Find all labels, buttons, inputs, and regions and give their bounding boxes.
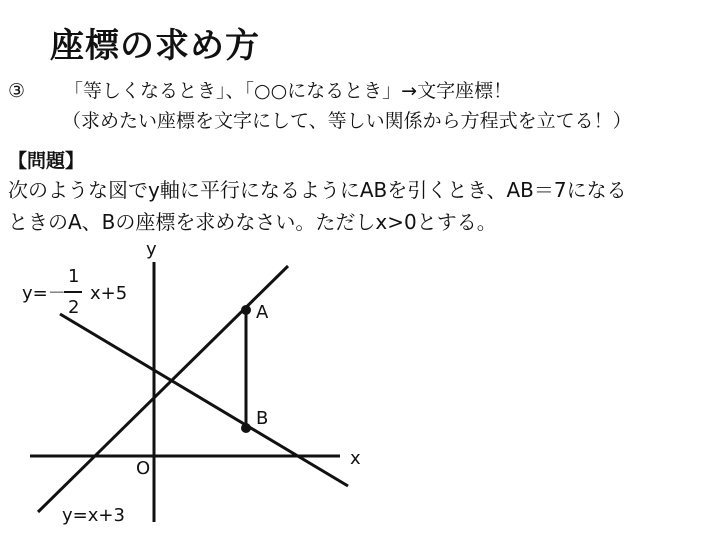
point-number: ③ (8, 80, 26, 102)
problem-heading: 【問題】 (8, 150, 85, 172)
origin-label: O (136, 458, 151, 479)
equation-1-suffix: x+5 (90, 283, 128, 304)
equation-1-denominator: 2 (68, 297, 80, 318)
y-axis-label: y (146, 239, 157, 260)
line-y-equals-minus-half-x-plus-5 (60, 314, 348, 486)
point-a-dot (241, 305, 251, 315)
equation-1-numerator: 1 (68, 266, 80, 287)
point-text: 「等しくなるとき」、「○○になるとき」→文字座標！ (64, 80, 513, 102)
x-axis-label: x (350, 448, 361, 469)
page-title: 座標の求め方 (50, 26, 260, 66)
problem-text-line-1: 次のような図でy軸に平行になるようにABを引くとき、AB＝7になる (8, 178, 627, 202)
point-b-label: B (256, 408, 269, 429)
point-a-label: A (256, 302, 269, 323)
equation-2-label: y=x+3 (62, 505, 125, 526)
problem-text-line-2: ときのA、Bの座標を求めなさい。ただしx>0とする。 (8, 210, 497, 234)
point-note: （求めたい座標を文字にして、等しい関係から方程式を立てる！） (62, 110, 632, 132)
equation-1-prefix: y=－ (22, 283, 66, 304)
point-b-dot (241, 423, 251, 433)
